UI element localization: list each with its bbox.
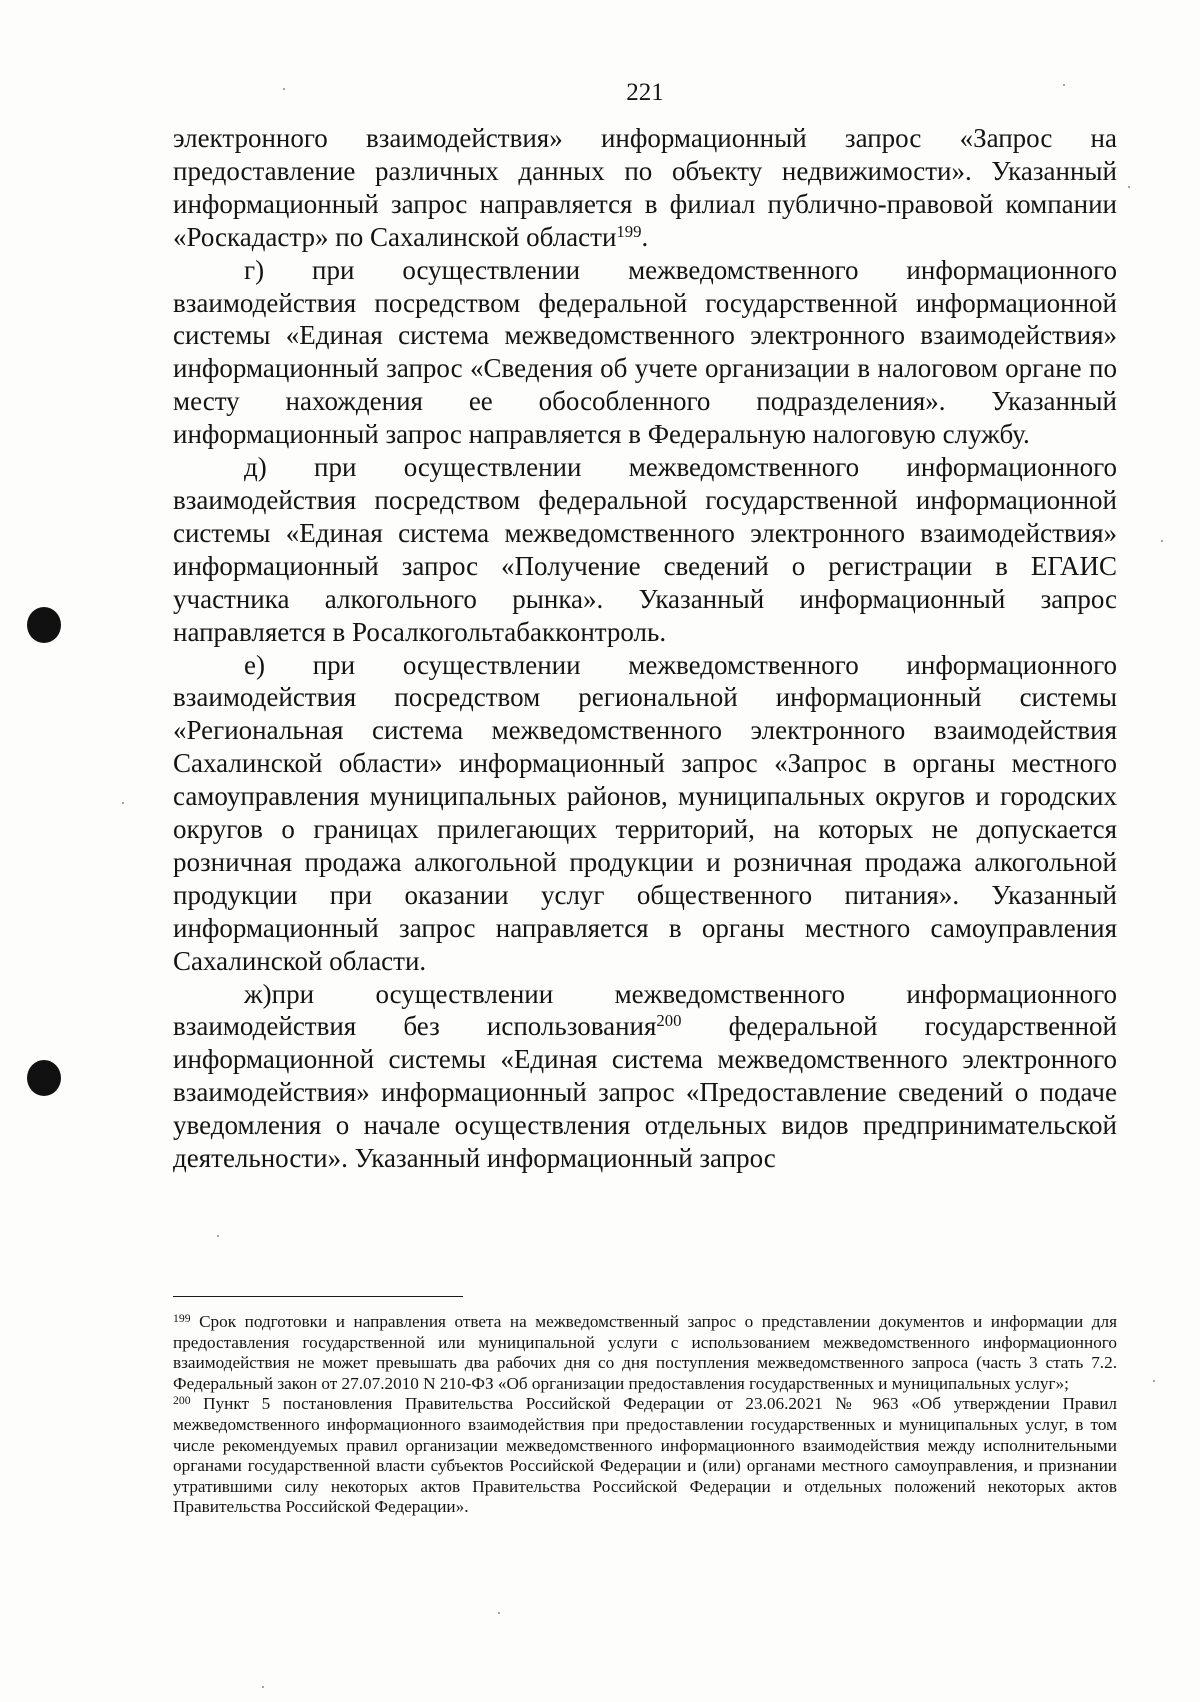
paragraph-text: г) при осуществлении межведомственного информационного взаимодействия посредством федеральной государственной информационной системы «Единая система межведомственного электронного взаимодействия» информационный запрос «Сведения об учете организации в налоговом органе по месту нахождения ее обособленного подразделения». Указанный информационный запрос направляется в Федеральную налоговую службу. <box>173 254 1117 450</box>
scan-speck <box>1161 540 1163 542</box>
scan-speck <box>217 1235 219 1237</box>
footnote-separator <box>173 1296 463 1297</box>
scan-speck <box>1153 1380 1155 1382</box>
footnote-199 <box>173 1312 1117 1394</box>
punch-hole <box>27 607 61 643</box>
body-text <box>173 122 1117 1175</box>
paragraph-continued <box>173 122 1117 254</box>
paragraph-text: федеральной государственной информационной системы «Единая система межведомственного электронного взаимодействия» информационный запрос «Предоставление сведений о подаче уведомления о начале осуществления отдельных видов предпринимательской деятельности». Указанный информационный запрос <box>173 1011 1117 1174</box>
page-number: 221 <box>626 79 664 106</box>
paragraph-zh <box>173 978 1117 1175</box>
footnote-200 <box>173 1394 1117 1518</box>
paragraph-g <box>173 254 1117 451</box>
scan-speck <box>122 802 124 804</box>
paragraph-text: электронного взаимодействия» информационный запрос «Запрос на предоставление различных данных по объекту недвижимости». Указанный информационный запрос направляется в филиал публично-правовой компании «Роскадастр» по Сахалинской области <box>173 123 1117 252</box>
paragraph-text: д) при осуществлении межведомственного информационного взаимодействия посредством федеральной государственной информационной системы «Единая система межведомственного электронного взаимодействия» информационный запрос «Получение сведений о регистрации в ЕГАИС участника алкогольного рынка». Указанный информационный запрос направляется в Росалкогольтабакконтроль. <box>173 452 1117 647</box>
footnote-reference[interactable]: 199 <box>616 221 642 241</box>
footnote-text: Срок подготовки и направления ответа на межведомственный запрос о представлении документов и информации для предоставления государственной или муниципальной услуги с использованием межведомственного информационного взаимодействия не может превышать два рабочих дня со дня поступления межведомственного запроса (часть 3 стать 7.2. Федеральный закон от 27.07.2010 N 210-ФЗ «Об организации предоставления государственных и муниципальных услуг»; <box>173 1312 1117 1393</box>
paragraph-text: ж)при осуществлении межведомственного информационного взаимодействия без использования <box>173 978 1117 1042</box>
punch-hole <box>27 1060 61 1096</box>
paragraph-text: е) при осуществлении межведомственного информационного взаимодействия посредством региональной информационный системы «Региональная система межведомственного электронного взаимодействия Сахалинской области» информационный запрос «Запрос в органы местного самоуправления муниципальных районов, муниципальных округов и городских округов о границах прилегающих территорий, на которых не допускается розничная продажа алкогольной продукции и розничная продажа алкогольной продукции при оказании услуг общественного питания». Указанный информационный запрос направляется в органы местного самоуправления Сахалинской области. <box>173 649 1117 976</box>
scan-speck <box>498 1612 500 1614</box>
scan-speck <box>1128 186 1130 188</box>
footnote-text: Пункт 5 постановления Правительства Российской Федерации от 23.06.2021 № 963 «Об утверждении Правил межведомственного информационного взаимодействия при предоставлении государственных и муниципальных услуг, в том числе рекомендуемых правил организации межведомственного информационного взаимодействия между исполнительными органами государственной власти субъектов Российской Федерации и (или) органами местного самоуправления, и признании утратившими силу некоторых актов Правительства Российской Федерации и отдельных положений некоторых актов Правительства Российской Федерации». <box>173 1394 1117 1517</box>
paragraph-e <box>173 649 1117 978</box>
scan-speck <box>262 1686 264 1688</box>
paragraph-text: . <box>641 221 649 252</box>
footnote-mark: 199 <box>173 1311 191 1325</box>
footnotes <box>173 1312 1117 1518</box>
paragraph-d <box>173 451 1117 648</box>
footnote-mark: 200 <box>173 1394 191 1408</box>
footnote-reference[interactable]: 200 <box>656 1011 682 1031</box>
